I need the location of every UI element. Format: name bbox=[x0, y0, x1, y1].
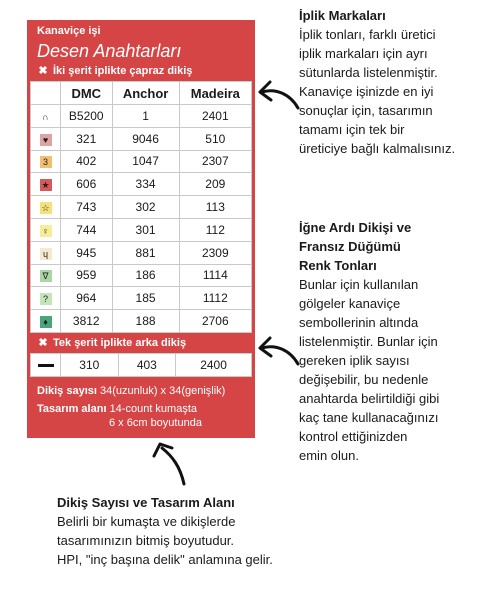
madeira-value: 209 bbox=[179, 173, 251, 196]
cross-stitch-icon: ✖ bbox=[38, 65, 48, 77]
dmc-value: 310 bbox=[61, 353, 119, 376]
thread-table bbox=[30, 81, 252, 333]
note-size-line: tasarımınızın bitmiş boyutudur. bbox=[57, 533, 235, 548]
thread-symbol-icon: ☆ bbox=[41, 202, 50, 213]
madeira-value: 113 bbox=[179, 196, 251, 219]
thread-symbol-icon: ɥ bbox=[40, 248, 52, 260]
madeira-value: 510 bbox=[179, 127, 251, 150]
dmc-value: 606 bbox=[61, 173, 113, 196]
anchor-value: 9046 bbox=[112, 127, 179, 150]
madeira-value: 1112 bbox=[179, 287, 251, 310]
anchor-value: 403 bbox=[118, 353, 176, 376]
note-backstitch-line: gölgeler kanaviçe bbox=[299, 296, 401, 311]
cross-stitch-icon: ✖ bbox=[38, 336, 48, 349]
arrow-to-columns bbox=[256, 78, 302, 114]
note-thread-line: üreticiye bağlı kalmalısınız. bbox=[299, 141, 456, 156]
dmc-value: 743 bbox=[61, 196, 113, 219]
note-backstitch-line: sembollerinin altında bbox=[299, 315, 419, 330]
dmc-value: 3812 bbox=[61, 310, 113, 333]
card-kicker: Kanaviçe işi bbox=[37, 25, 101, 37]
col-header-anchor: Anchor bbox=[112, 82, 179, 105]
note-stitch-size bbox=[57, 493, 357, 569]
symbol-cell bbox=[31, 105, 61, 128]
note-size-line: Belirli bir kumaşta ve dikişlerde bbox=[57, 514, 236, 529]
stitch-count-label: Dikiş sayısı bbox=[37, 384, 97, 397]
note-thread-line: sütunlarda listelenmiştir. bbox=[299, 65, 438, 80]
card-footer bbox=[30, 377, 252, 437]
design-area bbox=[37, 402, 245, 416]
note-backstitch-title-3: Renk Tonları bbox=[299, 258, 377, 273]
thread-symbol-icon: ♀ bbox=[40, 225, 52, 237]
note-size-title: Dikiş Sayısı ve Tasarım Alanı bbox=[57, 495, 235, 510]
note-backstitch-title-2: Fransız Düğümü bbox=[299, 239, 401, 254]
table-row bbox=[31, 310, 252, 333]
anchor-value: 302 bbox=[112, 196, 179, 219]
note-backstitch-line: kontrol ettiğinizden bbox=[299, 429, 408, 444]
design-area-label: Tasarım alanı bbox=[37, 402, 107, 415]
arrow-to-backstitch bbox=[256, 334, 302, 370]
thread-symbol-icon: ♦ bbox=[40, 316, 52, 328]
design-area-line2: 6 x 6cm boyutunda bbox=[109, 416, 202, 429]
madeira-value: 112 bbox=[179, 218, 251, 241]
anchor-value: 1047 bbox=[112, 150, 179, 173]
madeira-value: 2307 bbox=[179, 150, 251, 173]
full-stitch-label: İki şerit iplikte çapraz dikiş bbox=[53, 65, 193, 77]
table-row bbox=[31, 241, 252, 264]
note-backstitch-line: listelenmiştir. Bunlar için bbox=[299, 334, 438, 349]
dmc-value: 959 bbox=[61, 264, 113, 287]
full-stitch-heading bbox=[37, 64, 245, 79]
dmc-value: 321 bbox=[61, 127, 113, 150]
table-row bbox=[31, 173, 252, 196]
arrow-to-footer bbox=[150, 440, 190, 490]
madeira-value: 2400 bbox=[176, 353, 252, 376]
note-backstitch-line: emin olun. bbox=[299, 448, 359, 463]
note-thread-title: İplik Markaları bbox=[299, 8, 386, 23]
pattern-key-card bbox=[27, 20, 255, 438]
table-row bbox=[31, 127, 252, 150]
thread-symbol-icon: ∩ bbox=[40, 111, 52, 123]
anchor-value: 185 bbox=[112, 287, 179, 310]
thread-table-header bbox=[31, 82, 252, 105]
col-header-dmc: DMC bbox=[61, 82, 113, 105]
symbol-cell bbox=[31, 218, 61, 241]
anchor-value: 334 bbox=[112, 173, 179, 196]
thread-symbol-icon: ∇ bbox=[40, 270, 52, 282]
dmc-value: B5200 bbox=[61, 105, 113, 128]
symbol-cell bbox=[31, 264, 61, 287]
dmc-value: 402 bbox=[61, 150, 113, 173]
table-row bbox=[31, 264, 252, 287]
anchor-value: 186 bbox=[112, 264, 179, 287]
symbol-cell bbox=[31, 287, 61, 310]
symbol-cell bbox=[31, 241, 61, 264]
back-stitch-heading bbox=[30, 333, 252, 353]
symbol-cell bbox=[31, 150, 61, 173]
note-thread-line: tamamı için tek bir bbox=[299, 122, 405, 137]
back-stitch-table bbox=[30, 353, 252, 377]
stitch-count bbox=[37, 384, 245, 398]
card-header bbox=[30, 23, 252, 81]
madeira-value: 2309 bbox=[179, 241, 251, 264]
symbol-cell bbox=[31, 310, 61, 333]
note-backstitch-line: Bunlar için kullanılan bbox=[299, 277, 419, 292]
note-backstitch bbox=[299, 218, 499, 465]
back-stitch-line-icon bbox=[31, 353, 61, 376]
note-backstitch-line: anahtarda belirtildiği gibi bbox=[299, 391, 440, 406]
note-thread-line: sonuçlar için, tasarımın bbox=[299, 103, 433, 118]
note-backstitch-line: kaç tane kullanacağınızı bbox=[299, 410, 439, 425]
note-thread-brands bbox=[299, 6, 499, 158]
note-backstitch-title-1: İğne Ardı Dikişi ve bbox=[299, 220, 412, 235]
table-row bbox=[31, 150, 252, 173]
anchor-value: 1 bbox=[112, 105, 179, 128]
madeira-value: 1114 bbox=[179, 264, 251, 287]
note-thread-line: İplik tonları, farklı üretici bbox=[299, 27, 436, 42]
table-row bbox=[31, 196, 252, 219]
table-row bbox=[31, 105, 252, 128]
dmc-value: 964 bbox=[61, 287, 113, 310]
note-backstitch-line: değişebilir, bu nedenle bbox=[299, 372, 429, 387]
col-header-madeira: Madeira bbox=[179, 82, 251, 105]
symbol-cell bbox=[31, 173, 61, 196]
note-thread-line: iplik markaları için ayrı bbox=[299, 46, 428, 61]
note-size-line: HPI, "inç başına delik" anlamına gelir. bbox=[57, 552, 273, 567]
thread-symbol-icon: ★ bbox=[41, 180, 50, 191]
madeira-value: 2706 bbox=[179, 310, 251, 333]
thread-symbol-icon: ♥ bbox=[40, 134, 52, 146]
note-backstitch-line: gereken iplik sayısı bbox=[299, 353, 410, 368]
symbol-cell bbox=[31, 196, 61, 219]
anchor-value: 301 bbox=[112, 218, 179, 241]
table-row bbox=[31, 287, 252, 310]
thread-symbol-icon: 3 bbox=[40, 156, 52, 168]
design-area-line1: 14-count kumaşta bbox=[109, 402, 197, 415]
table-row bbox=[31, 353, 252, 376]
dmc-value: 744 bbox=[61, 218, 113, 241]
symbol-cell bbox=[31, 127, 61, 150]
symbol-col-header bbox=[31, 82, 61, 105]
madeira-value: 2401 bbox=[179, 105, 251, 128]
card-title: Desen Anahtarları bbox=[37, 41, 182, 61]
dmc-value: 945 bbox=[61, 241, 113, 264]
back-stitch-label: Tek şerit iplikte arka dikiş bbox=[53, 336, 187, 349]
thread-symbol-icon: ? bbox=[40, 293, 52, 305]
note-thread-line: Kanaviçe işinizde en iyi bbox=[299, 84, 434, 99]
anchor-value: 881 bbox=[112, 241, 179, 264]
stitch-count-value: 34(uzunluk) x 34(genişlik) bbox=[100, 384, 226, 397]
table-row bbox=[31, 218, 252, 241]
anchor-value: 188 bbox=[112, 310, 179, 333]
